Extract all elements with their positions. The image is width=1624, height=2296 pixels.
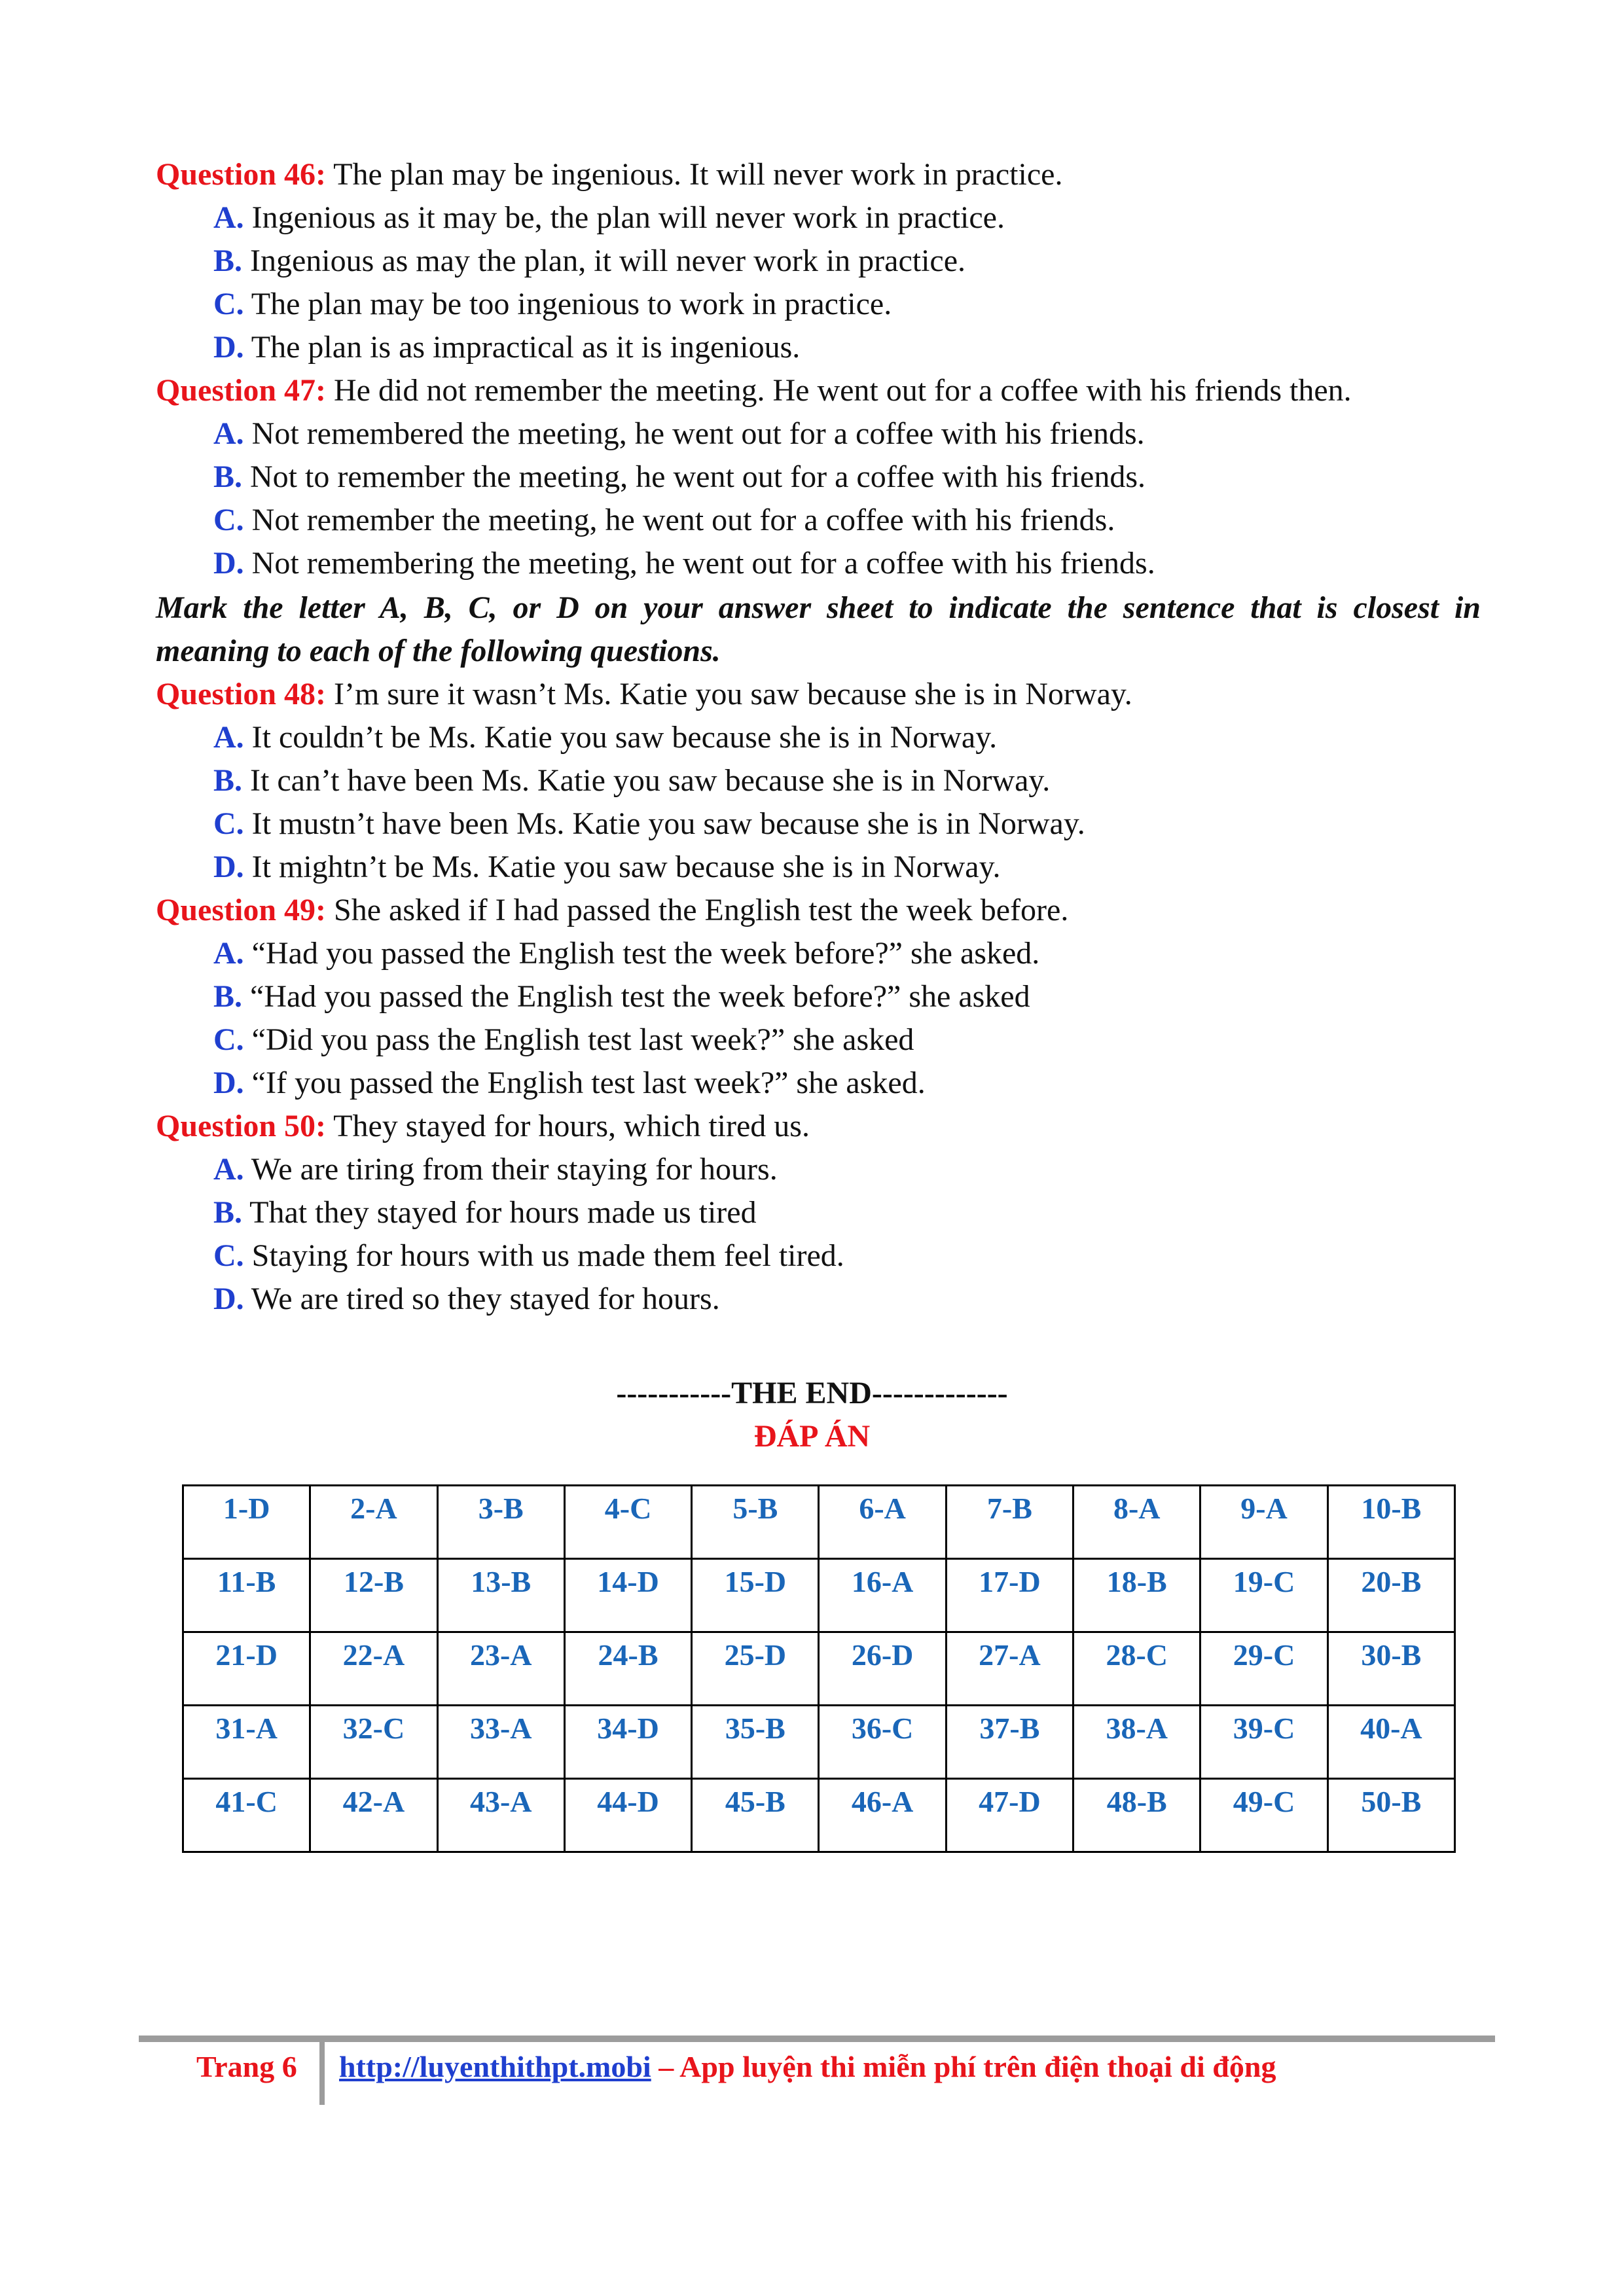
option-text: That they stayed for hours made us tired [242, 1195, 757, 1230]
option-text: Not to remember the meeting, he went out for a coffee with his friends. [242, 459, 1146, 494]
footer-tagline: – App luyện thi miễn phí trên điện thoại di động [651, 2050, 1276, 2083]
option-letter: D. [213, 330, 244, 365]
answer-row [183, 1706, 1455, 1779]
answer-cell: 17-D [946, 1559, 1073, 1632]
option-48-d [213, 846, 1000, 889]
option-48-c [213, 802, 1085, 846]
answer-cell: 45-B [692, 1779, 819, 1852]
option-46-b [213, 240, 965, 283]
answer-cell: 32-C [310, 1706, 437, 1779]
answer-cell: 13-B [437, 1559, 564, 1632]
option-letter: C. [213, 806, 244, 841]
option-text: We are tired so they stayed for hours. [244, 1282, 720, 1316]
question-stem: She asked if I had passed the English test the week before. [326, 893, 1069, 927]
option-letter: B. [213, 979, 243, 1014]
question-50 [156, 1105, 810, 1148]
answer-cell: 46-A [819, 1779, 946, 1852]
option-text: Not remembered the meeting, he went out for a coffee with his friends. [244, 416, 1145, 451]
option-text: “If you passed the English test last week?” she asked. [244, 1066, 926, 1100]
option-50-b [213, 1191, 757, 1234]
answer-cell: 7-B [946, 1486, 1073, 1559]
option-47-c [213, 499, 1115, 542]
answer-row [183, 1486, 1455, 1559]
option-letter: C. [213, 1022, 244, 1057]
option-text: We are tiring from their staying for hours. [244, 1152, 778, 1187]
answer-cell: 39-C [1200, 1706, 1327, 1779]
answer-cell: 16-A [819, 1559, 946, 1632]
option-46-c [213, 283, 892, 326]
answer-cell: 35-B [692, 1706, 819, 1779]
answer-cell: 5-B [692, 1486, 819, 1559]
answer-cell: 11-B [183, 1559, 310, 1632]
answer-cell: 31-A [183, 1706, 310, 1779]
option-48-a [213, 716, 997, 759]
answer-cell: 40-A [1327, 1706, 1454, 1779]
answer-cell: 44-D [564, 1779, 691, 1852]
option-49-d [213, 1062, 926, 1105]
option-text: It mustn’t have been Ms. Katie you saw because she is in Norway. [244, 806, 1085, 841]
question-label: Question 49: [156, 893, 327, 927]
answer-cell: 22-A [310, 1632, 437, 1706]
option-letter: B. [213, 763, 243, 798]
answer-cell: 18-B [1074, 1559, 1200, 1632]
option-49-b [213, 975, 1030, 1018]
instruction-line-1: Mark the letter A, B, C, or D on your answer sheet to indicate the sentence that is closest in [156, 590, 1481, 625]
option-49-c [213, 1018, 914, 1062]
answer-cell: 27-A [946, 1632, 1073, 1706]
option-46-d [213, 326, 800, 369]
footer-page-number: Trang 6 [196, 2050, 297, 2083]
option-50-c [213, 1234, 844, 1278]
instruction-line-2: meaning to each of the following questions. [156, 634, 721, 668]
answer-cell: 30-B [1327, 1632, 1454, 1706]
answer-cell: 15-D [692, 1559, 819, 1632]
option-letter: C. [213, 503, 244, 537]
answer-cell: 14-D [564, 1559, 691, 1632]
question-49 [156, 889, 1068, 932]
option-letter: B. [213, 243, 243, 278]
footer-text [339, 2046, 1276, 2088]
option-letter: A. [213, 200, 244, 235]
option-letter: D. [213, 1282, 244, 1316]
question-label: Question 47: [156, 373, 327, 408]
option-text: Staying for hours with us made them feel tired. [244, 1238, 844, 1273]
option-text: The plan is as impractical as it is ingenious. [244, 330, 801, 365]
question-stem: He did not remember the meeting. He went out for a coffee with his friends then. [326, 373, 1352, 408]
answer-cell: 21-D [183, 1632, 310, 1706]
answer-cell: 47-D [946, 1779, 1073, 1852]
option-letter: A. [213, 720, 244, 755]
option-text: It couldn’t be Ms. Katie you saw because she is in Norway. [244, 720, 998, 755]
question-48 [156, 673, 1132, 716]
answer-cell: 41-C [183, 1779, 310, 1852]
question-stem: I’m sure it wasn’t Ms. Katie you saw because she is in Norway. [326, 677, 1132, 711]
answer-cell: 38-A [1074, 1706, 1200, 1779]
option-text: “Had you passed the English test the week before?” she asked [242, 979, 1030, 1014]
option-letter: A. [213, 416, 244, 451]
question-label: Question 50: [156, 1109, 327, 1143]
answer-cell: 2-A [310, 1486, 437, 1559]
option-letter: D. [213, 1066, 244, 1100]
answer-key-table [182, 1484, 1456, 1853]
question-46 [156, 153, 1062, 196]
answer-cell: 23-A [437, 1632, 564, 1706]
option-text: “Did you pass the English test last week?” she asked [244, 1022, 914, 1057]
answer-key-title: ĐÁP ÁN [753, 1419, 871, 1454]
option-text: It can’t have been Ms. Katie you saw because she is in Norway. [242, 763, 1051, 798]
answer-cell: 49-C [1200, 1779, 1327, 1852]
question-stem: They stayed for hours, which tired us. [326, 1109, 810, 1143]
option-text: The plan may be too ingenious to work in practice. [244, 287, 892, 321]
option-49-a [213, 932, 1039, 975]
option-letter: D. [213, 546, 244, 581]
answer-cell: 33-A [437, 1706, 564, 1779]
answer-cell: 37-B [946, 1706, 1073, 1779]
footer-link[interactable]: http://luyenthithpt.mobi [339, 2050, 651, 2083]
footer-divider [139, 2036, 1495, 2042]
option-47-b [213, 456, 1146, 499]
answer-cell: 24-B [564, 1632, 691, 1706]
option-text: Ingenious as it may be, the plan will never work in practice. [244, 200, 1005, 235]
answer-cell: 42-A [310, 1779, 437, 1852]
option-text: “Had you passed the English test the week before?” she asked. [244, 936, 1040, 971]
answer-cell: 29-C [1200, 1632, 1327, 1706]
option-46-a [213, 196, 1005, 240]
answer-cell: 6-A [819, 1486, 946, 1559]
option-text: It mightn’t be Ms. Katie you saw because she is in Norway. [244, 850, 1001, 884]
option-47-a [213, 412, 1145, 456]
answer-cell: 48-B [1074, 1779, 1200, 1852]
answer-row [183, 1559, 1455, 1632]
answer-cell: 36-C [819, 1706, 946, 1779]
answer-cell: 34-D [564, 1706, 691, 1779]
answer-cell: 8-A [1074, 1486, 1200, 1559]
answer-cell: 4-C [564, 1486, 691, 1559]
option-47-d [213, 542, 1155, 585]
option-text: Not remembering the meeting, he went out for a coffee with his friends. [244, 546, 1155, 581]
answer-cell: 10-B [1327, 1486, 1454, 1559]
answer-cell: 19-C [1200, 1559, 1327, 1632]
answer-cell: 26-D [819, 1632, 946, 1706]
question-47 [156, 369, 1352, 412]
answer-cell: 9-A [1200, 1486, 1327, 1559]
answer-row [183, 1779, 1455, 1852]
the-end-divider: -----------THE END------------- [616, 1376, 1008, 1410]
answer-cell: 50-B [1327, 1779, 1454, 1852]
question-label: Question 46: [156, 157, 327, 192]
answer-cell: 12-B [310, 1559, 437, 1632]
option-letter: B. [213, 1195, 243, 1230]
answer-cell: 43-A [437, 1779, 564, 1852]
answer-row [183, 1632, 1455, 1706]
option-letter: A. [213, 1152, 244, 1187]
answer-cell: 20-B [1327, 1559, 1454, 1632]
option-48-b [213, 759, 1050, 802]
option-letter: A. [213, 936, 244, 971]
answer-cell: 3-B [437, 1486, 564, 1559]
option-text: Not remember the meeting, he went out for a coffee with his friends. [244, 503, 1115, 537]
answer-cell: 1-D [183, 1486, 310, 1559]
question-label: Question 48: [156, 677, 327, 711]
question-stem: The plan may be ingenious. It will never work in practice. [326, 157, 1063, 192]
option-letter: C. [213, 287, 244, 321]
option-text: Ingenious as may the plan, it will never work in practice. [242, 243, 966, 278]
answer-cell: 25-D [692, 1632, 819, 1706]
option-50-d [213, 1278, 720, 1321]
option-50-a [213, 1148, 778, 1191]
footer-separator [319, 2036, 325, 2105]
option-letter: C. [213, 1238, 244, 1273]
answer-cell: 28-C [1074, 1632, 1200, 1706]
option-letter: B. [213, 459, 243, 494]
option-letter: D. [213, 850, 244, 884]
